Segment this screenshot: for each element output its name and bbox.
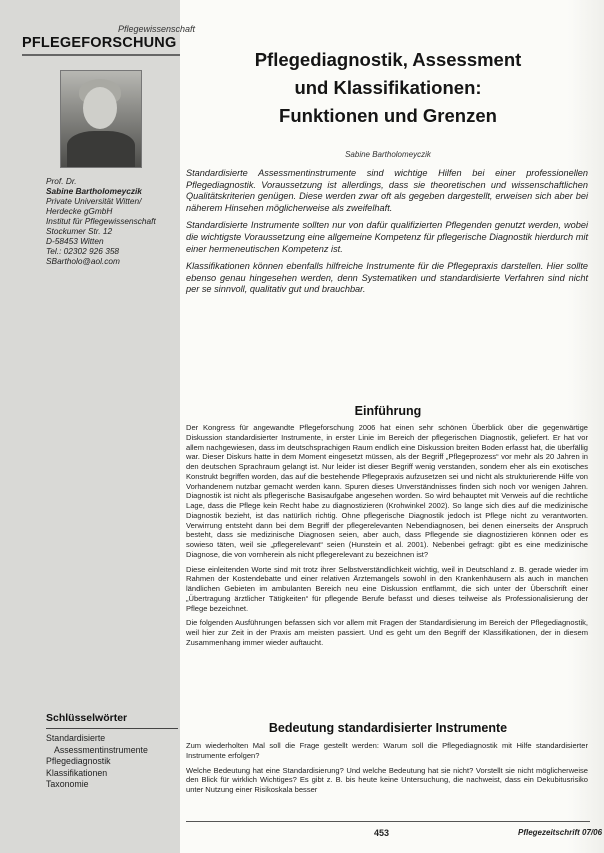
main-column [186, 0, 590, 853]
author-contact [46, 176, 178, 266]
author-name: Sabine Bartholomeyczik [46, 186, 142, 196]
body-paragraph: Diese einleitenden Worte sind mit trotz ihrer Selbstverständlichkeit wichtig, weil in Deutschland z. B. gerade wieder im Rahmen der Kostendebatte und einer relativen Ärztemangels sowohl in den Krankenhäusern als auch in manchen ländlichen Gebieten im ambulanten Bereich neu eine Diskussion entflammt, die sich unter der Überschrift einer „Übertragung ärztlicher Tätigkeiten“ für pflegende Berufe befasst und dieses teilweise als Professionalisierung der Pflege bezeichnet. [186, 564, 588, 613]
body-paragraph: Zum wiederholten Mal soll die Frage gestellt werden: Warum soll die Pflegediagnostik mit Hilfe standardisierter Instrumente erfolgen? [186, 741, 588, 760]
page-number: 453 [374, 828, 390, 838]
body-paragraph: Der Kongress für angewandte Pflegeforschung 2006 hat einen sehr schönen Überblick über die gegenwärtige Diskussion standardisierter Instrumente, in erster Linie im Bereich der pflegerischen Diagnostik, geliefert. Er hat vor allem nachgewiesen, dass im deutschsprachigen Raum endlich eine Diskussion breiten Boden erfasst hat, die überfällig war. Dieser Diskurs hatte in dem Moment eingesetzt müssen, als der Begriff „Pflegeprozess“ vor mehr als 20 Jahren in den deutschen Sprachraum gelangt ist. Nur leider ist dieser Begriff wenig verstanden, sondern eher als ein exotisches Konstrukt begriffen worden, das auf die bestehende Pflegepraxis aufzusetzen sei und nicht als strukturierende Hilfe von Vorhandenem nutzbar gemacht werden kann. Spuren dieses Unverständnisses finden sich noch vor wenigen Jahren. Diagnostik ist nicht als pflegerische Basisaufgabe angesehen worden. So wird behauptet mit Verweis auf die rechtliche Lage, dass die Pflege kein Recht habe zu diagnostizieren (Krohwinkel 2002). So lange sich dies auf die medizinische Diagnostik bezieht, ist das natürlich richtig. Ohne pflegerische Diagnostik jedoch ist Pflege nicht zu verantworten. Verwirrung entsteht dann bei dem Begriff der pflegerelevanten Nebendiagnosen, bei denen einerseits der Anspruch besteht, dass sie medizinische Diagnosen seien, aber auch, dass Pflegende sie diagnostizieren können oder es sowieso täten, weil sie „pflegerelevant“ seien (Hunstein et al. 2001). Nebenbei gefragt: gibt es eine medizinische Diagnose, die von vornherein als nicht pflegerelevant zu bezeichnen ist? [186, 423, 588, 559]
author-line: Stockumer Str. 12 [46, 226, 113, 236]
keywords-title: Schlüsselwörter [46, 712, 128, 724]
article-title [186, 46, 590, 130]
keywords-box [46, 712, 178, 791]
keyword-item: Taxonomie [46, 779, 89, 790]
author-line: Prof. Dr. [46, 176, 77, 186]
title-line: Pflegediagnostik, Assessment [254, 49, 522, 70]
keywords-rule [46, 728, 178, 729]
title-line: und Klassifikationen: [294, 77, 482, 98]
body-paragraph: Die folgenden Ausführungen befassen sich vor allem mit Fragen der Standardisierung im Bereich der Pflegediagnostik, weil hier zur Zeit in der Praxis am meisten passiert. Und es geht um den Begriff der Klassifikationen, der in diesem Zusammenhang immer wieder auftaucht. [186, 618, 588, 647]
logo-subtitle: Pflegewissenschaft [118, 24, 196, 34]
journal-logo [22, 24, 196, 58]
abstract [186, 168, 588, 302]
author-line: Institut für Pflegewissenschaft [46, 216, 156, 226]
keyword-item: Standardisierte [46, 733, 106, 743]
keyword-item: Pflegediagnostik [46, 756, 111, 767]
abstract-paragraph: Standardisierte Assessmentinstrumente sind wichtige Hilfen bei einer professionellen Pflegediagnostik. Voraussetzung ist allerdings, dass sie theoretischen und wissenschaftlichen Qualitätskriterien genügen. Diese werden zwar oft als gegeben dargestellt, erweisen sich aber bei näherem Hinsehen möglicherweise als zweifelhaft. [186, 168, 588, 213]
logo-rule [22, 54, 180, 56]
author-line: Herdecke gGmbH [46, 206, 113, 216]
keyword-item: Assessmentinstrumente [54, 744, 148, 755]
body-paragraph: Welche Bedeutung hat eine Standardisierung? Und welche Bedeutung hat sie nicht? Vorstellt sie nicht möglicherweise den Blick für wirklich Wichtiges? Es gibt z. B. bis heute keine Untersuchung, die nachweist, dass ein Dekubitusrisiko unter Nutzung einer Risikoskala besser [186, 765, 588, 794]
keyword-item: Klassifikationen [46, 767, 108, 778]
footer-rule [186, 821, 590, 822]
author-line: D-58453 Witten [46, 236, 104, 246]
section-body-standardized-instruments [186, 741, 588, 800]
section-heading-standardized-instruments: Bedeutung standardisierter Instrumente [268, 721, 508, 735]
section-heading-introduction: Einführung [354, 404, 422, 418]
abstract-paragraph: Standardisierte Instrumente sollten nur von dafür qualifizierten Pflegenden genutzt werden, wobei die wichtigste Voraussetzung eine allgemeine Kompetenz für pflegerische Diagnostik hierdurch mit einer hermeneutischen Kompetenz ist. [186, 220, 588, 254]
author-line: Private Universität Witten/ [46, 196, 142, 206]
section-body-introduction [186, 423, 588, 653]
logo-title: PFLEGEFORSCHUNG [22, 35, 177, 51]
author-line: Tel.: 02302 926 358 [46, 246, 120, 256]
author-email: SBartholo@aol.com [46, 256, 120, 266]
journal-issue: Pflegezeitschrift 07/06 [518, 828, 603, 837]
author-photo [60, 70, 142, 168]
sidebar [0, 0, 196, 853]
abstract-paragraph: Klassifikationen können ebenfalls hilfreiche Instrumente für die Pflegepraxis darstellen. Hier sollte ebenso genau hingesehen werden, denn Systematiken und standardisierte Verfahren sind nicht per se sinnvoll, qualitativ gut und brauchbar. [186, 261, 588, 295]
article-byline: Sabine Bartholomeyczik [345, 150, 431, 159]
title-line: Funktionen und Grenzen [279, 105, 497, 126]
